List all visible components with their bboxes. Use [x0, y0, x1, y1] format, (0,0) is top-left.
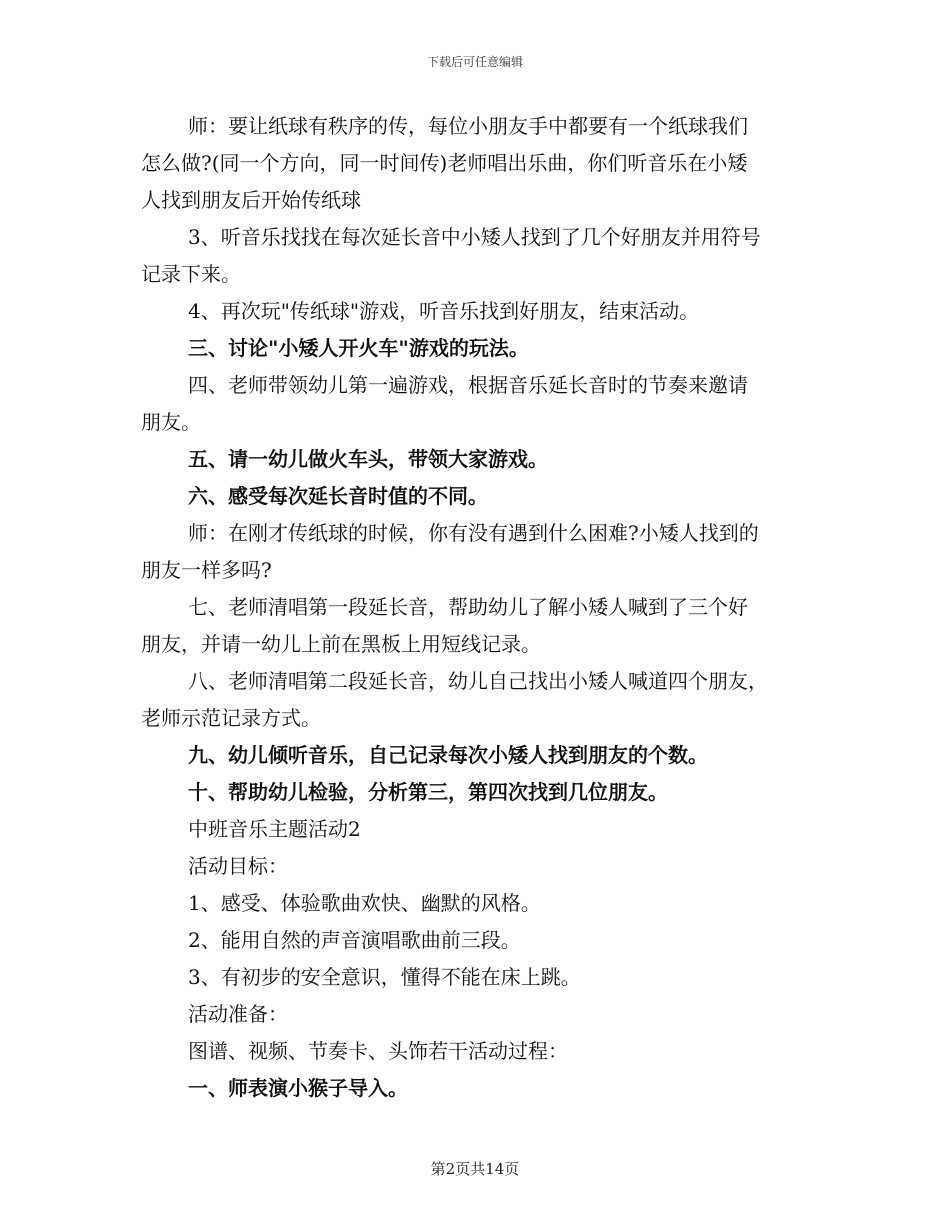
- paragraph: [141, 848, 806, 885]
- paragraph-line: 4、再次玩"传纸球"游戏，听音乐找到好朋友，结束活动。: [188, 299, 700, 323]
- paragraph: [141, 1033, 806, 1070]
- paragraph-line: 1、感受、体验歌曲欢快、幽默的风格。: [188, 891, 541, 915]
- paragraph-line: 师：要让纸球有秩序的传，每位小朋友手中都要有一个纸球我们: [188, 114, 748, 138]
- paragraph: [141, 663, 806, 737]
- paragraph: [141, 330, 806, 367]
- paragraph: [141, 589, 806, 663]
- paragraph: [141, 441, 806, 478]
- paragraph: [141, 293, 806, 330]
- paragraph-line: 一、师表演小猴子导入。: [188, 1076, 408, 1100]
- paragraph-line: 十、帮助幼儿检验，分析第三，第四次找到几位朋友。: [188, 780, 668, 804]
- paragraph-line: 3、听音乐找找在每次延长音中小矮人找到了几个好朋友并用符号: [188, 225, 761, 249]
- paragraph-line: 记录下来。: [141, 262, 241, 286]
- paragraph-line: 九、幼儿倾听音乐，自己记录每次小矮人找到朋友的个数。: [188, 743, 708, 767]
- paragraph: [141, 1070, 806, 1107]
- paragraph-line: 老师示范记录方式。: [141, 706, 321, 730]
- paragraph: [141, 737, 806, 774]
- paragraph-line: 师：在刚才传纸球的时候，你有没有遇到什么困难?小矮人找到的: [188, 521, 759, 545]
- paragraph-line: 四、老师带领幼儿第一遍游戏，根据音乐延长音时的节奏来邀请: [188, 373, 748, 397]
- paragraph-line: 五、请一幼儿做火车头，带领大家游戏。: [188, 447, 548, 471]
- paragraph-line: 2、能用自然的声音演唱歌曲前三段。: [188, 928, 521, 952]
- paragraph: [141, 922, 806, 959]
- paragraph-line: 活动目标：: [188, 854, 288, 878]
- paragraph-line: 八、老师清唱第二段延长音，幼儿自己找出小矮人喊道四个朋友，: [188, 669, 768, 693]
- paragraph: [141, 219, 806, 293]
- paragraph: [141, 108, 806, 219]
- paragraph: [141, 515, 806, 589]
- paragraph-line: 中班音乐主题活动2: [188, 817, 361, 841]
- paragraph: [141, 959, 806, 996]
- paragraph: [141, 996, 806, 1033]
- paragraph: [141, 478, 806, 515]
- paragraph: [141, 811, 806, 848]
- page-footer: 第2页共14页: [430, 1160, 520, 1178]
- paragraph-line: 三、讨论"小矮人开火车"游戏的玩法。: [188, 336, 529, 360]
- page-header: 下载后可任意编辑: [426, 55, 523, 69]
- paragraph-line: 图谱、视频、节奏卡、头饰若干活动过程：: [188, 1039, 568, 1063]
- paragraph-line: 活动准备：: [188, 1002, 288, 1026]
- paragraph-line: 怎么做?(同一个方向，同一时间传)老师唱出乐曲，你们听音乐在小矮: [141, 151, 748, 175]
- paragraph-line: 人找到朋友后开始传纸球: [141, 188, 361, 212]
- paragraph-line: 朋友，并请一幼儿上前在黑板上用短线记录。: [141, 632, 541, 656]
- document-body: [141, 108, 806, 1107]
- paragraph: [141, 774, 806, 811]
- paragraph-line: 3、有初步的安全意识，懂得不能在床上跳。: [188, 965, 581, 989]
- paragraph: [141, 885, 806, 922]
- paragraph-line: 七、老师清唱第一段延长音，帮助幼儿了解小矮人喊到了三个好: [188, 595, 748, 619]
- paragraph-line: 朋友。: [141, 410, 201, 434]
- paragraph-line: 六、感受每次延长音时值的不同。: [188, 484, 488, 508]
- paragraph-line: 朋友一样多吗?: [141, 558, 272, 582]
- paragraph: [141, 367, 806, 441]
